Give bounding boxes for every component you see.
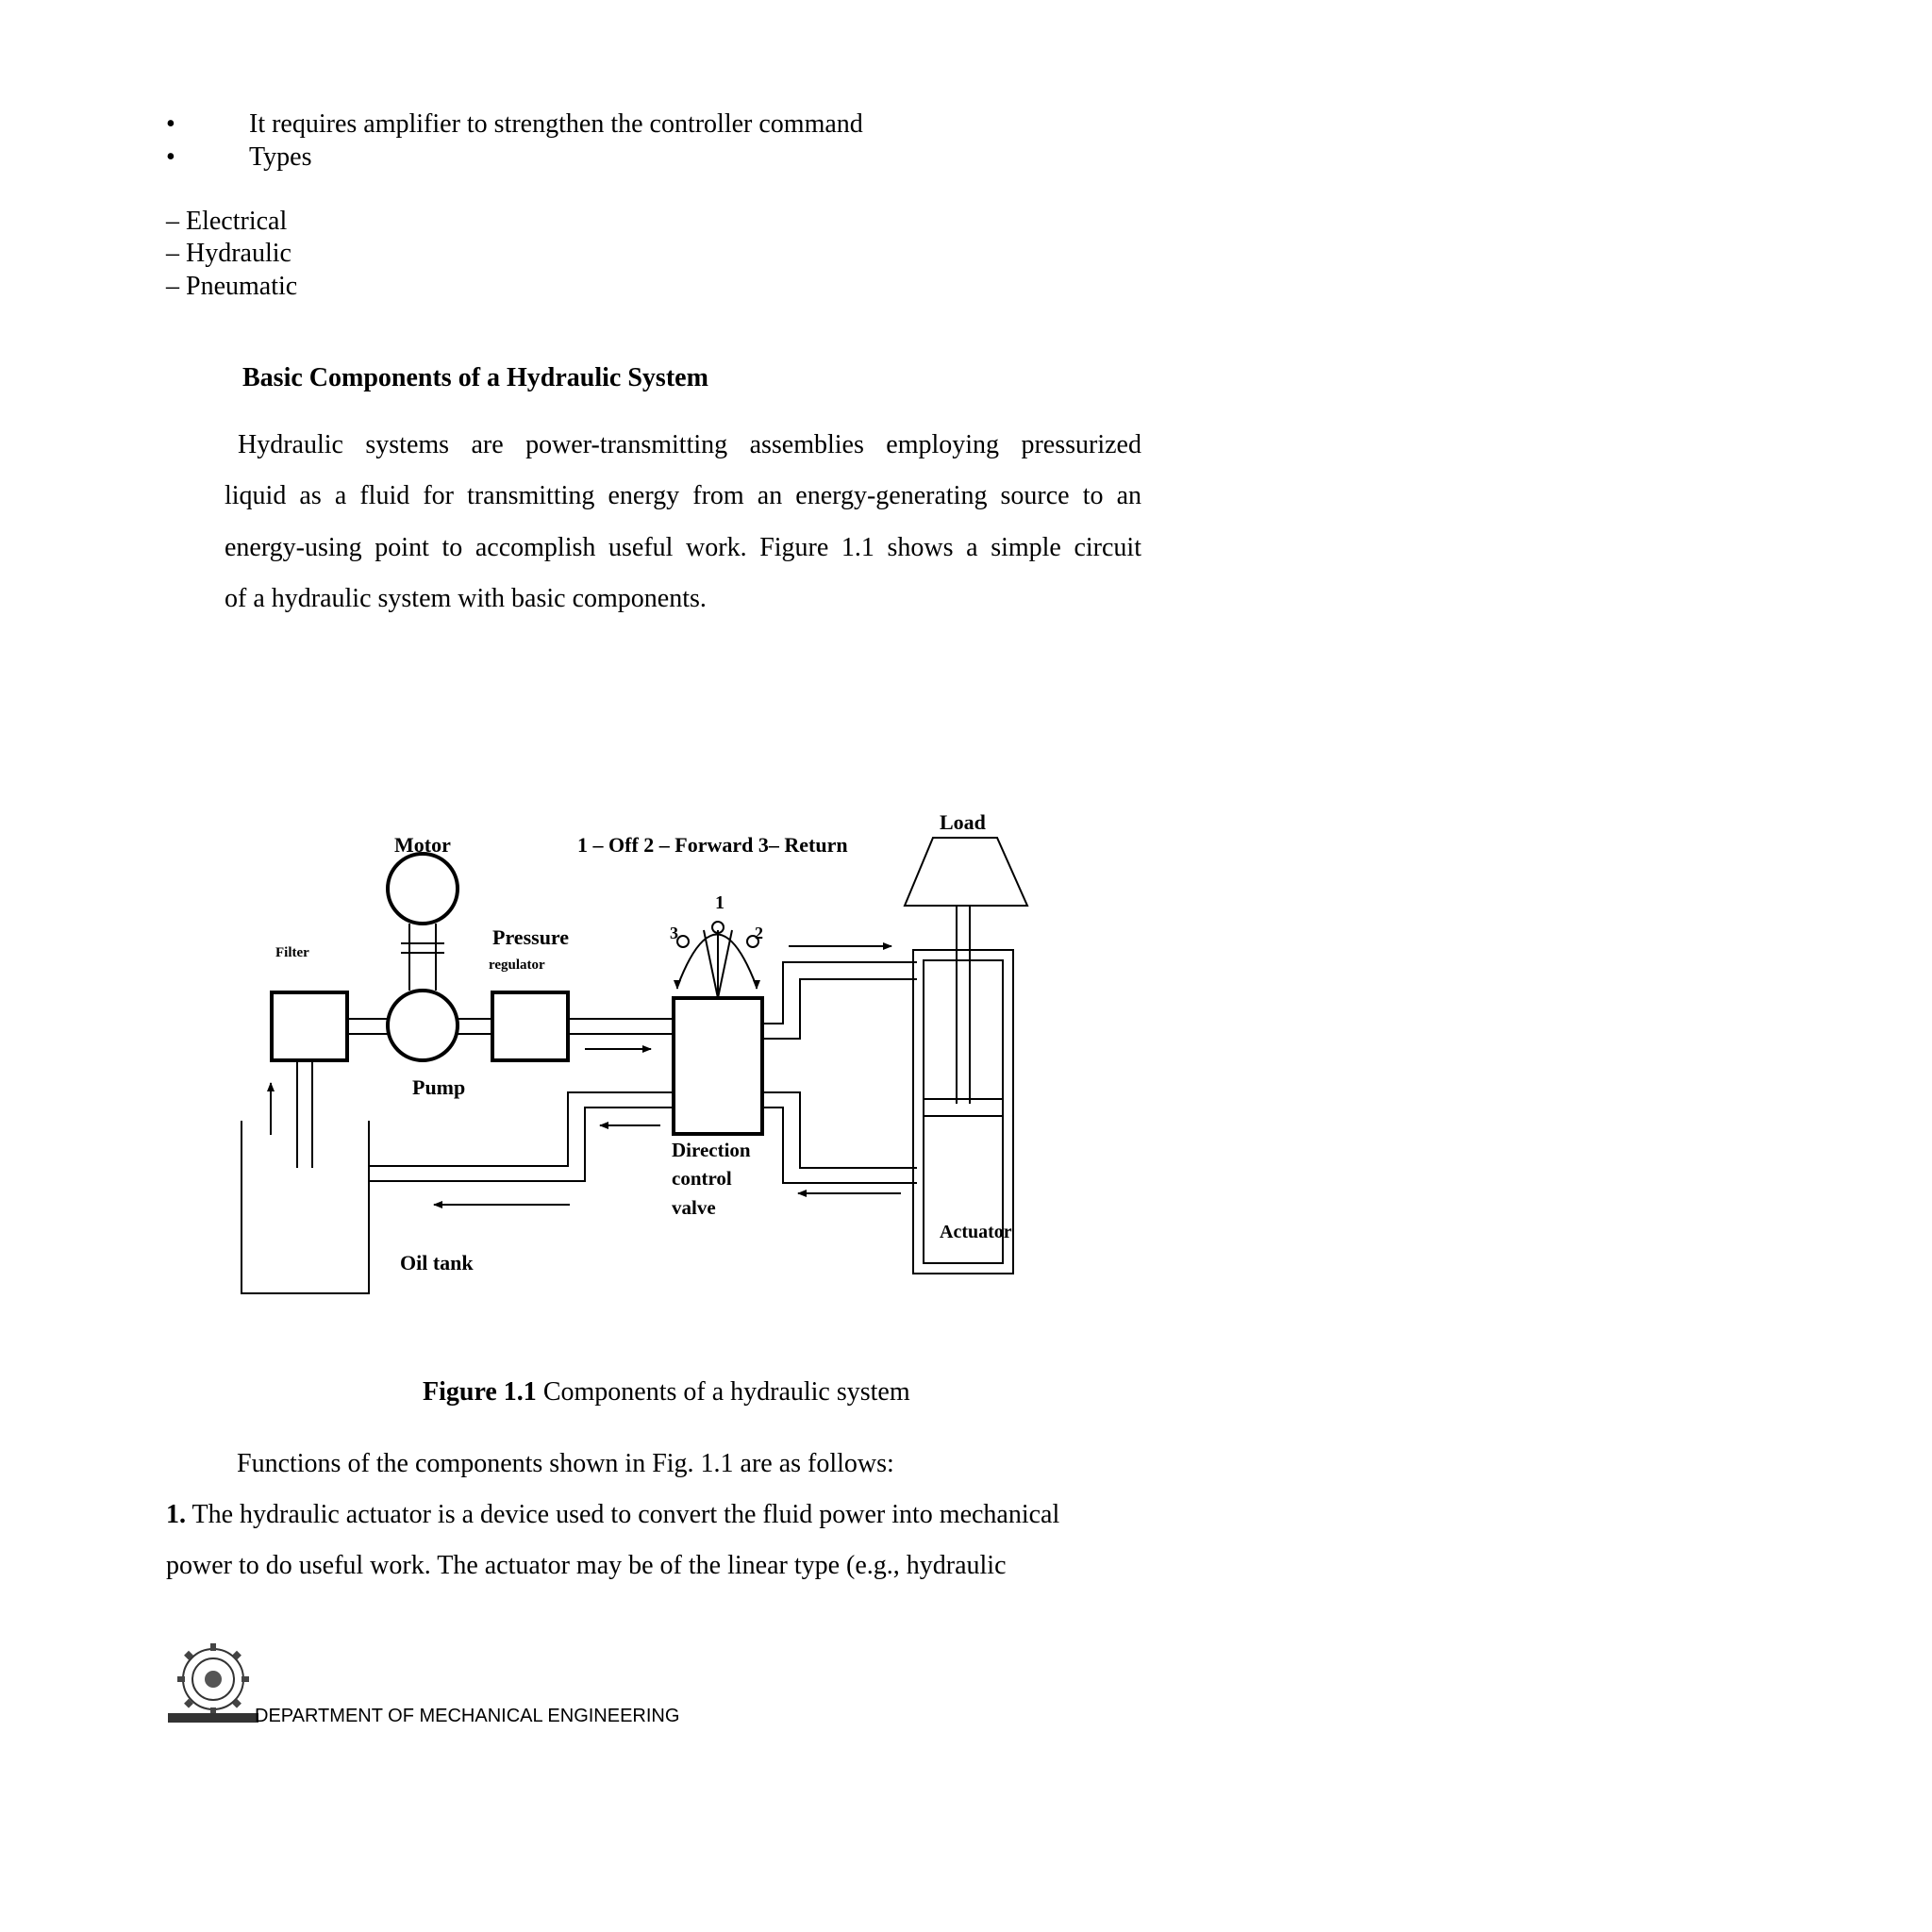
motor-shaft <box>401 924 444 991</box>
bullet-item: Types <box>249 142 312 172</box>
figure-number: Figure 1.1 <box>423 1377 537 1407</box>
direction-label: Direction <box>672 1139 751 1161</box>
bullet-marker: • <box>166 142 175 172</box>
control-label: control <box>672 1167 732 1190</box>
load-label: Load <box>940 810 986 834</box>
valve-positions-label: 1 – Off 2 – Forward 3– Return <box>577 833 848 857</box>
intro-line: of a hydraulic system with basic components. <box>225 584 707 613</box>
list-text: The hydraulic actuator is a device used to convert the fluid power into mechanical <box>192 1500 1060 1529</box>
load-shape <box>905 838 1027 906</box>
figure-title: Components of a hydraulic system <box>542 1377 910 1407</box>
pump-shape <box>388 991 458 1060</box>
list-number: 1. <box>166 1500 186 1529</box>
pump-label: Pump <box>412 1075 466 1099</box>
regulator-label: regulator <box>489 958 545 973</box>
filter-shape <box>272 992 347 1060</box>
type-item: – Hydraulic <box>166 239 291 268</box>
position-3-label: 3 <box>670 924 678 942</box>
list-item-1-continued: power to do useful work. The actuator may be of the linear type (e.g., hydraulic <box>166 1551 1007 1580</box>
bullet-marker: • <box>166 109 175 139</box>
pressure-label: Pressure <box>492 925 570 949</box>
valve-label: valve <box>672 1196 716 1219</box>
pressure-regulator-shape <box>492 992 568 1060</box>
functions-intro: Functions of the components shown in Fig. 1.1 are as follows: <box>237 1449 894 1478</box>
section-heading: Basic Components of a Hydraulic System <box>242 363 708 392</box>
actuator-label: Actuator <box>940 1222 1012 1242</box>
motor-shape <box>388 854 458 924</box>
type-item: – Pneumatic <box>166 272 298 301</box>
pipes <box>297 962 917 1183</box>
intro-line: liquid as a fluid for transmitting energy from an energy-generating source to an <box>225 481 1141 510</box>
valve-selector <box>677 922 758 998</box>
intro-line: energy-using point to accomplish useful work. Figure 1.1 shows a simple circuit <box>225 533 1141 562</box>
list-item-1 <box>166 1500 1059 1530</box>
actuator-shape <box>913 906 1013 1274</box>
oil-tank-label: Oil tank <box>400 1251 474 1274</box>
footer-department: DEPARTMENT OF MECHANICAL ENGINEERING <box>255 1706 680 1726</box>
motor-label: Motor <box>394 833 451 857</box>
figure-caption <box>423 1377 910 1407</box>
intro-line: Hydraulic systems are power-transmitting assemblies employing pressurized <box>238 430 1141 459</box>
bullet-item: It requires amplifier to strengthen the controller command <box>249 109 863 139</box>
position-2-label: 2 <box>755 924 763 942</box>
oil-tank-shape <box>242 1121 369 1293</box>
type-item: – Electrical <box>166 207 288 236</box>
filter-label: Filter <box>275 945 309 960</box>
institution-logo <box>168 1640 258 1726</box>
direction-control-valve-shape <box>674 998 762 1134</box>
position-1-label: 1 <box>715 892 724 913</box>
